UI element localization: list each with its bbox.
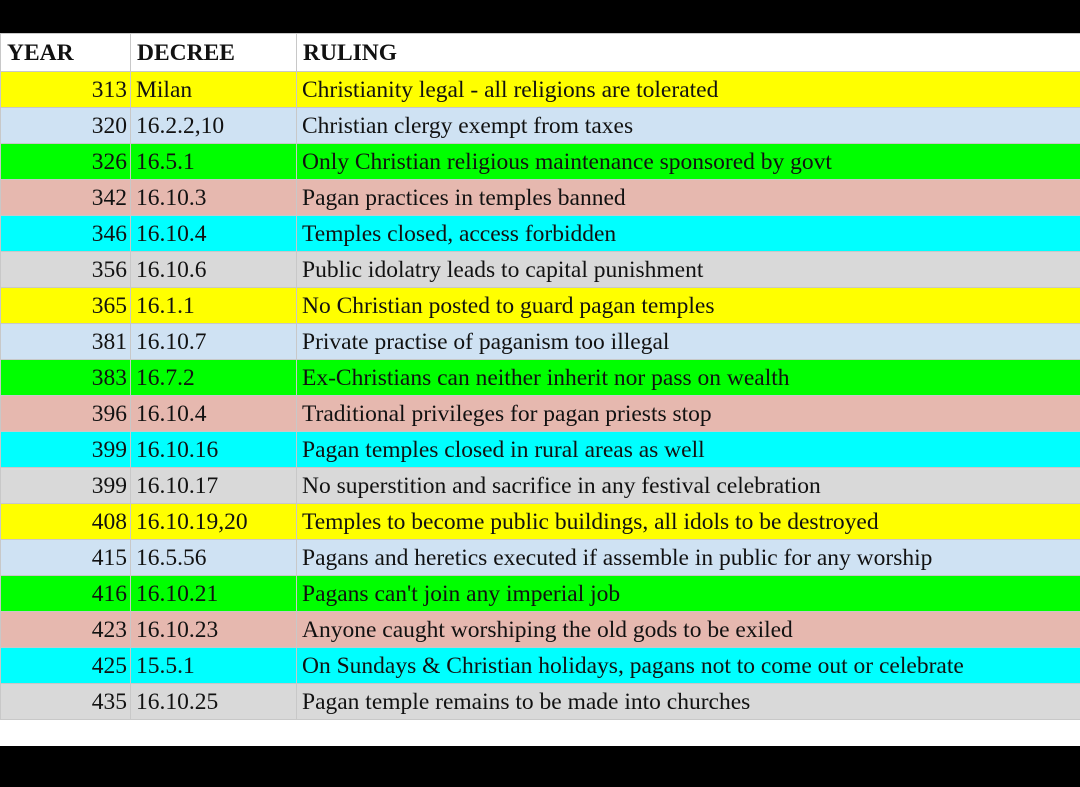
decree-cell[interactable]: 16.10.4 bbox=[131, 216, 297, 252]
ruling-cell[interactable]: Pagans and heretics executed if assemble in public for any worship bbox=[297, 540, 1080, 576]
decree-cell[interactable]: 16.10.19,20 bbox=[131, 504, 297, 540]
table-row bbox=[1, 396, 1080, 432]
year-cell[interactable]: 416 bbox=[1, 576, 131, 612]
table-row bbox=[1, 288, 1080, 324]
ruling-cell[interactable]: Only Christian religious maintenance sponsored by govt bbox=[297, 144, 1080, 180]
year-cell[interactable]: 435 bbox=[1, 684, 131, 720]
ruling-cell[interactable]: Pagan temples closed in rural areas as well bbox=[297, 432, 1080, 468]
ruling-cell[interactable]: Anyone caught worshiping the old gods to be exiled bbox=[297, 612, 1080, 648]
table-row bbox=[1, 144, 1080, 180]
decree-cell[interactable]: 16.10.6 bbox=[131, 252, 297, 288]
year-cell[interactable]: 423 bbox=[1, 612, 131, 648]
table-row bbox=[1, 432, 1080, 468]
ruling-cell[interactable]: No Christian posted to guard pagan temples bbox=[297, 288, 1080, 324]
table-row bbox=[1, 324, 1080, 360]
header-decree[interactable]: DECREE bbox=[131, 34, 297, 72]
decree-cell[interactable]: 16.7.2 bbox=[131, 360, 297, 396]
ruling-cell[interactable]: Pagan practices in temples banned bbox=[297, 180, 1080, 216]
header-ruling[interactable]: RULING bbox=[297, 34, 1080, 72]
decree-cell[interactable]: 16.10.21 bbox=[131, 576, 297, 612]
year-cell[interactable]: 425 bbox=[1, 648, 131, 684]
decree-cell[interactable]: 16.5.1 bbox=[131, 144, 297, 180]
year-cell[interactable]: 326 bbox=[1, 144, 131, 180]
top-black-bar bbox=[0, 0, 1080, 33]
decree-cell[interactable]: 16.10.25 bbox=[131, 684, 297, 720]
year-cell[interactable]: 399 bbox=[1, 468, 131, 504]
table-row bbox=[1, 180, 1080, 216]
header-row bbox=[1, 34, 1080, 72]
decree-table bbox=[0, 33, 1080, 720]
table-row bbox=[1, 108, 1080, 144]
table-row bbox=[1, 216, 1080, 252]
decree-cell[interactable]: 16.10.16 bbox=[131, 432, 297, 468]
decree-cell[interactable]: 16.1.1 bbox=[131, 288, 297, 324]
table-row bbox=[1, 504, 1080, 540]
table-row bbox=[1, 612, 1080, 648]
ruling-cell[interactable]: Temples closed, access forbidden bbox=[297, 216, 1080, 252]
table-row bbox=[1, 468, 1080, 504]
decree-cell[interactable]: 16.2.2,10 bbox=[131, 108, 297, 144]
year-cell[interactable]: 365 bbox=[1, 288, 131, 324]
year-cell[interactable]: 342 bbox=[1, 180, 131, 216]
year-cell[interactable]: 320 bbox=[1, 108, 131, 144]
year-cell[interactable]: 396 bbox=[1, 396, 131, 432]
table-row bbox=[1, 360, 1080, 396]
spreadsheet bbox=[0, 33, 1080, 746]
table-row bbox=[1, 540, 1080, 576]
decree-cell[interactable]: 16.5.56 bbox=[131, 540, 297, 576]
table-row bbox=[1, 72, 1080, 108]
table-row bbox=[1, 576, 1080, 612]
decree-cell[interactable]: 16.10.17 bbox=[131, 468, 297, 504]
year-cell[interactable]: 381 bbox=[1, 324, 131, 360]
year-cell[interactable]: 408 bbox=[1, 504, 131, 540]
year-cell[interactable]: 415 bbox=[1, 540, 131, 576]
ruling-cell[interactable]: Public idolatry leads to capital punishment bbox=[297, 252, 1080, 288]
year-cell[interactable]: 346 bbox=[1, 216, 131, 252]
ruling-cell[interactable]: Pagan temple remains to be made into churches bbox=[297, 684, 1080, 720]
year-cell[interactable]: 383 bbox=[1, 360, 131, 396]
ruling-cell[interactable]: Pagans can't join any imperial job bbox=[297, 576, 1080, 612]
decree-cell[interactable]: 16.10.3 bbox=[131, 180, 297, 216]
bottom-black-bar bbox=[0, 746, 1080, 787]
table-row bbox=[1, 252, 1080, 288]
decree-cell[interactable]: 16.10.4 bbox=[131, 396, 297, 432]
decree-cell[interactable]: 15.5.1 bbox=[131, 648, 297, 684]
ruling-cell[interactable]: Temples to become public buildings, all idols to be destroyed bbox=[297, 504, 1080, 540]
year-cell[interactable]: 356 bbox=[1, 252, 131, 288]
ruling-cell[interactable]: Christian clergy exempt from taxes bbox=[297, 108, 1080, 144]
year-cell[interactable]: 313 bbox=[1, 72, 131, 108]
ruling-cell[interactable]: No superstition and sacrifice in any festival celebration bbox=[297, 468, 1080, 504]
table-row bbox=[1, 684, 1080, 720]
decree-cell[interactable]: Milan bbox=[131, 72, 297, 108]
header-year[interactable]: YEAR bbox=[1, 34, 131, 72]
table-row bbox=[1, 648, 1080, 684]
ruling-cell[interactable]: On Sundays & Christian holidays, pagans not to come out or celebrate bbox=[297, 648, 1080, 684]
ruling-cell[interactable]: Ex-Christians can neither inherit nor pass on wealth bbox=[297, 360, 1080, 396]
decree-cell[interactable]: 16.10.23 bbox=[131, 612, 297, 648]
ruling-cell[interactable]: Christianity legal - all religions are tolerated bbox=[297, 72, 1080, 108]
decree-cell[interactable]: 16.10.7 bbox=[131, 324, 297, 360]
year-cell[interactable]: 399 bbox=[1, 432, 131, 468]
ruling-cell[interactable]: Traditional privileges for pagan priests stop bbox=[297, 396, 1080, 432]
ruling-cell[interactable]: Private practise of paganism too illegal bbox=[297, 324, 1080, 360]
